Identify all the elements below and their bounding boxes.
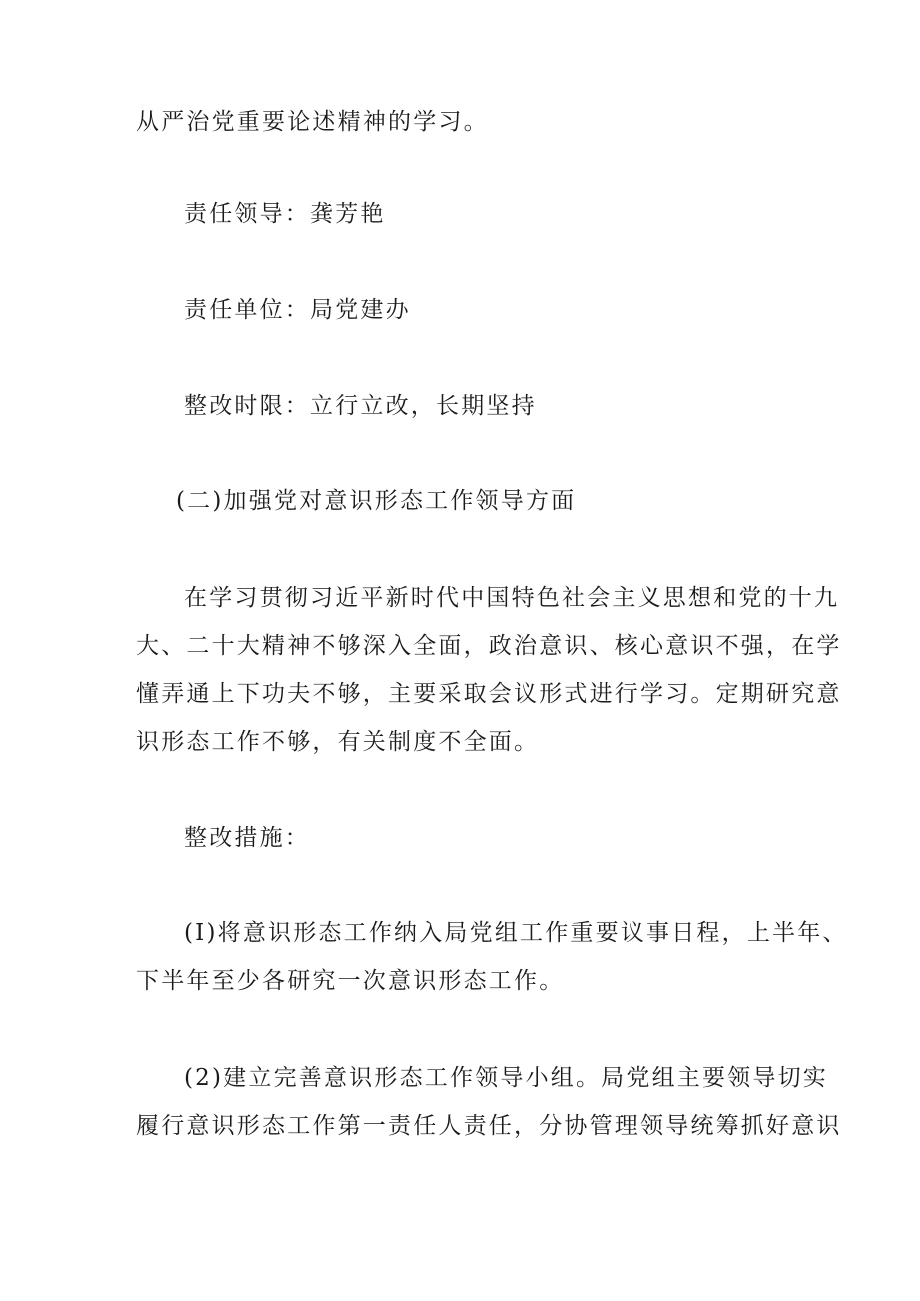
paragraph-line: 大、二十大精神不够深入全面，政治意识、核心意识不强，在学 xyxy=(136,633,842,659)
paragraph-continuation: 从严治党重要论述精神的学习。 xyxy=(136,109,489,135)
section-heading: (二)加强党对意识形态工作领导方面 xyxy=(176,488,577,514)
measure-line: 下半年至少各研究一次意识形态工作。 xyxy=(136,968,565,994)
responsible-leader: 责任领导：龚芳艳 xyxy=(184,201,386,227)
rectification-deadline: 整改时限：立行立改，长期坚持 xyxy=(184,393,537,419)
measure-line: 履行意识形态工作第一责任人责任，分协管理领导统筹抓好意识 xyxy=(136,1113,842,1139)
measure-line: (2)建立完善意识形态工作领导小组。局党组主要领导切实 xyxy=(184,1065,828,1091)
paragraph-line: 识形态工作不够，有关制度不全面。 xyxy=(136,729,540,755)
measure-line: (I)将意识形态工作纳入局党组工作重要议事日程，上半年、 xyxy=(184,920,848,946)
measures-label: 整改措施： xyxy=(184,825,310,851)
paragraph-line: 懂弄通上下功夫不够，主要采取会议形式进行学习。定期研究意 xyxy=(136,681,842,707)
responsible-unit: 责任单位：局党建办 xyxy=(184,297,411,323)
paragraph-line: 在学习贯彻习近平新时代中国特色社会主义思想和党的十九 xyxy=(184,585,840,611)
